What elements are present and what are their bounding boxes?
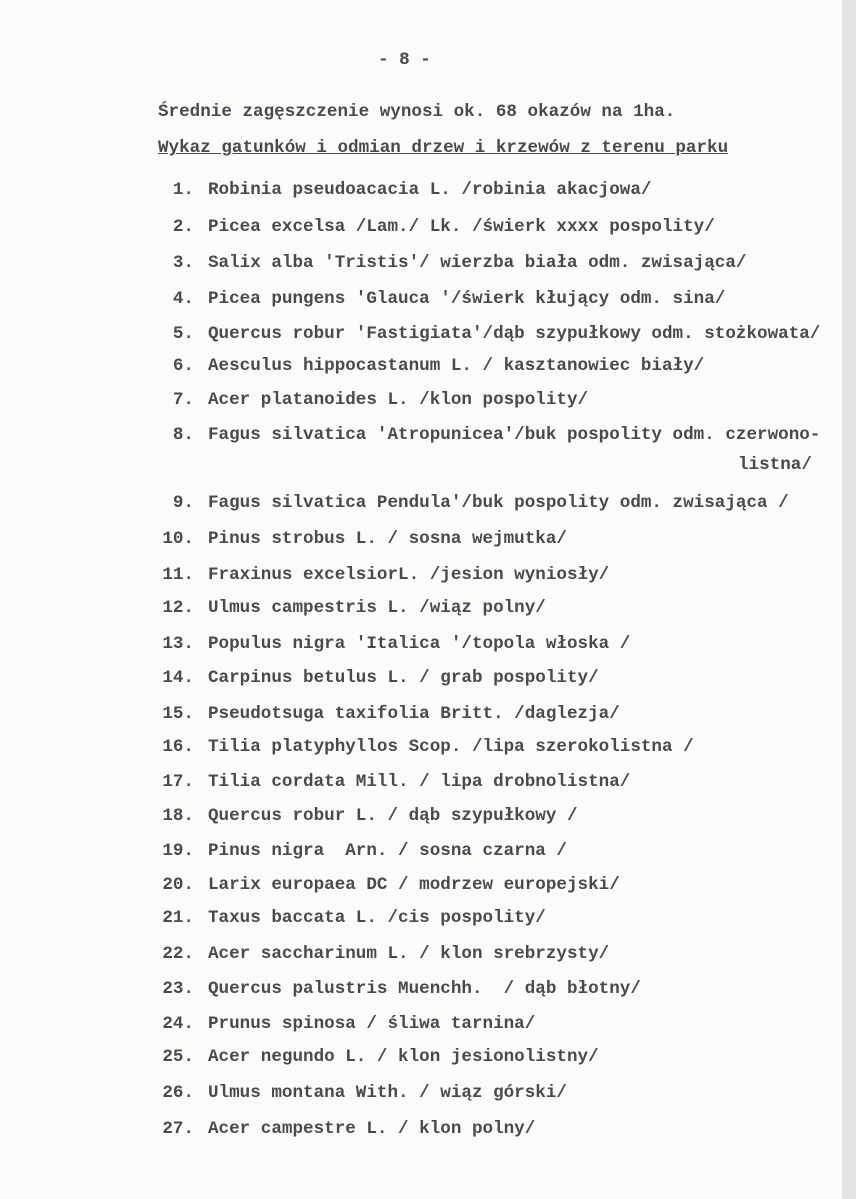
item-text: Larix europaea DC / modrzew europejski/ [208,875,620,895]
item-number: 26. [162,1083,194,1103]
item-text: Salix alba 'Tristis'/ wierzba biała odm. zwisająca/ [208,253,747,273]
item-text-continuation: listna/ [738,455,812,475]
item-number: 15. [162,704,194,724]
item-text: Pinus strobus L. / sosna wejmutka/ [208,529,567,549]
item-text: Quercus robur L. / dąb szypułkowy / [208,806,578,826]
item-number: 5. [172,324,194,344]
item-text: Pseudotsuga taxifolia Britt. /daglezja/ [208,704,620,724]
page-edge [842,0,856,1199]
item-number: 18. [162,806,194,826]
item-number: 13. [162,634,194,654]
item-text: Aesculus hippocastanum L. / kasztanowiec biały/ [208,356,705,376]
item-number: 11. [162,565,194,585]
item-number: 10. [162,529,194,549]
item-number: 6. [172,356,194,376]
item-number: 1. [172,180,194,200]
item-text: Fagus silvatica 'Atropunicea'/buk pospolity odm. czerwono- [208,425,821,445]
item-text: Fraxinus excelsiorL. /jesion wyniosły/ [208,565,610,585]
item-text: Pinus nigra Arn. / sosna czarna / [208,841,567,861]
item-text: Ulmus montana With. / wiąz górski/ [208,1083,567,1103]
item-number: 20. [162,875,194,895]
item-text: Acer negundo L. / klon jesionolistny/ [208,1047,599,1067]
intro-text: Średnie zagęszczenie wynosi ok. 68 okazów na 1ha. [158,102,676,122]
item-text: Ulmus campestris L. /wiąz polny/ [208,598,546,618]
item-number: 17. [162,772,194,792]
item-number: 16. [162,737,194,757]
item-number: 2. [172,217,194,237]
item-text: Taxus baccata L. /cis pospolity/ [208,908,546,928]
item-text: Acer campestre L. / klon polny/ [208,1119,536,1139]
item-number: 21. [162,908,194,928]
item-text: Fagus silvatica Pendula'/buk pospolity odm. zwisająca / [208,493,789,513]
item-text: Robinia pseudoacacia L. /robinia akacjowa/ [208,180,652,200]
item-number: 4. [172,289,194,309]
item-number: 9. [172,493,194,513]
item-text: Quercus palustris Muenchh. / dąb błotny/ [208,979,641,999]
item-text: Acer platanoides L. /klon pospolity/ [208,390,589,410]
item-text: Tilia cordata Mill. / lipa drobnolistna/ [208,772,631,792]
item-number: 8. [172,425,194,445]
item-text: Carpinus betulus L. / grab pospolity/ [208,668,599,688]
item-number: 7. [172,390,194,410]
item-text: Prunus spinosa / śliwa tarnina/ [208,1014,536,1034]
item-number: 22. [162,944,194,964]
item-number: 19. [162,841,194,861]
item-number: 12. [162,598,194,618]
item-number: 14. [162,668,194,688]
item-text: Tilia platyphyllos Scop. /lipa szerokolistna / [208,737,694,757]
page-number: - 8 - [378,50,431,70]
item-number: 24. [162,1014,194,1034]
list-heading: Wykaz gatunków i odmian drzew i krzewów z terenu parku [158,138,729,158]
item-text: Acer saccharinum L. / klon srebrzysty/ [208,944,610,964]
item-text: Picea pungens 'Glauca '/świerk kłujący odm. sina/ [208,289,726,309]
item-number: 3. [172,253,194,273]
item-text: Picea excelsa /Lam./ Lk. /świerk xxxx pospolity/ [208,217,715,237]
item-text: Quercus robur 'Fastigiata'/dąb szypułkowy odm. stożkowata/ [208,324,821,344]
item-number: 23. [162,979,194,999]
item-text: Populus nigra 'Italica '/topola włoska / [208,634,631,654]
item-number: 25. [162,1047,194,1067]
item-number: 27. [162,1119,194,1139]
